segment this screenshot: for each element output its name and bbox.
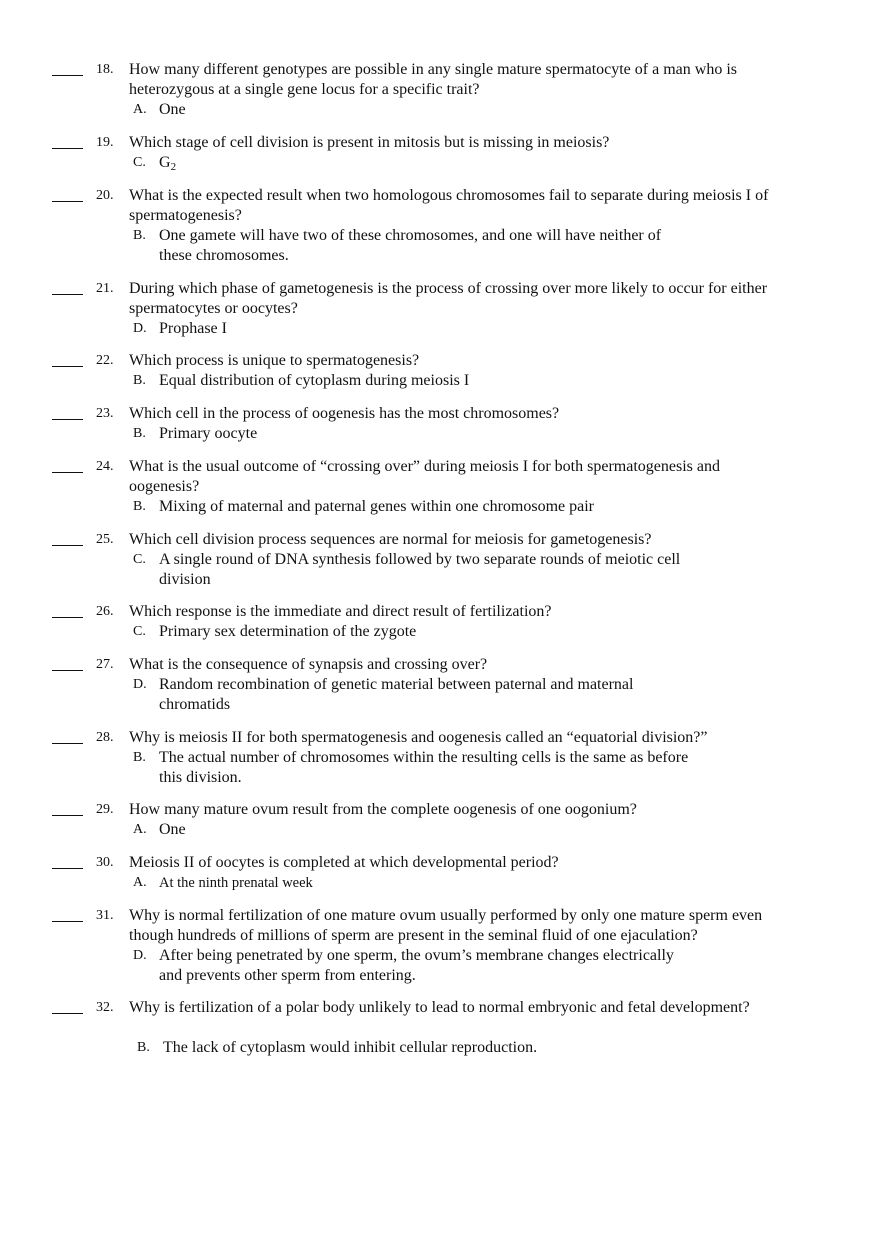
question-stem: During which phase of gametogenesis is the process of crossing over more likely to occur for either spermatocytes or oocytes? bbox=[129, 280, 768, 317]
answer-blank[interactable] bbox=[52, 868, 83, 869]
answer-text: Equal distribution of cytoplasm during meiosis I bbox=[159, 372, 470, 389]
answer-letter: D. bbox=[133, 677, 147, 692]
answer-letter: D. bbox=[133, 321, 147, 336]
answer-text: One bbox=[159, 101, 186, 118]
answer-letter: B. bbox=[133, 750, 146, 765]
question-stem: What is the expected result when two homologous chromosomes fail to separate during meiosis I of spermatogenesis? bbox=[129, 187, 769, 224]
question-number: 19. bbox=[96, 135, 114, 150]
answer-letter: A. bbox=[133, 875, 147, 890]
answer-text: One bbox=[159, 821, 186, 838]
question-stem: Which process is unique to spermatogenesis? bbox=[129, 352, 420, 369]
answer-text: Mixing of maternal and paternal genes within one chromosome pair bbox=[159, 498, 594, 515]
question-stem: What is the usual outcome of “crossing over” during meiosis I for both spermatogenesis and oogenesis? bbox=[129, 458, 720, 495]
answer-blank[interactable] bbox=[52, 617, 83, 618]
answer-letter: A. bbox=[133, 102, 147, 117]
answer-text: Primary sex determination of the zygote bbox=[159, 623, 417, 640]
answer-blank[interactable] bbox=[52, 921, 83, 922]
answer-text: Prophase I bbox=[159, 320, 227, 337]
answer-letter: C. bbox=[133, 155, 146, 170]
answer-blank[interactable] bbox=[52, 743, 83, 744]
answer-letter: B. bbox=[133, 426, 146, 441]
question-stem: Why is normal fertilization of one mature ovum usually performed by only one mature sperm even though hundreds of millions of sperm are present in the seminal fluid of one ejaculation? bbox=[129, 907, 763, 944]
answer-blank[interactable] bbox=[52, 815, 83, 816]
answer-text: After being penetrated by one sperm, the ovum’s membrane changes electrically and prevents other sperm from entering. bbox=[159, 947, 674, 984]
question-number: 18. bbox=[96, 62, 114, 77]
answer-letter: B. bbox=[133, 499, 146, 514]
answer-blank[interactable] bbox=[52, 545, 83, 546]
answer-letter: B. bbox=[137, 1040, 150, 1055]
answer-text bbox=[159, 153, 759, 173]
answer-text: Primary oocyte bbox=[159, 425, 258, 442]
answer-blank[interactable] bbox=[52, 294, 83, 295]
answer-text: The actual number of chromosomes within the resulting cells is the same as before this division. bbox=[159, 749, 689, 786]
question-stem: Why is meiosis II for both spermatogenesis and oogenesis called an “equatorial division?” bbox=[129, 729, 708, 746]
question-stem: Meiosis II of oocytes is completed at which developmental period? bbox=[129, 854, 559, 871]
answer-blank[interactable] bbox=[52, 419, 83, 420]
answer-letter: D. bbox=[133, 948, 147, 963]
question-number: 32. bbox=[96, 1000, 114, 1015]
answer-blank[interactable] bbox=[52, 670, 83, 671]
question-number: 22. bbox=[96, 353, 114, 368]
answer-blank[interactable] bbox=[52, 201, 83, 202]
question-stem: Which stage of cell division is present in mitosis but is missing in meiosis? bbox=[129, 134, 610, 151]
question-number: 26. bbox=[96, 604, 114, 619]
question-number: 28. bbox=[96, 730, 114, 745]
question-number: 25. bbox=[96, 532, 114, 547]
question-stem: Which cell division process sequences are normal for meiosis for gametogenesis? bbox=[129, 531, 652, 548]
answer-text: At the ninth prenatal week bbox=[159, 875, 313, 891]
question-number: 31. bbox=[96, 908, 114, 923]
question-stem: How many mature ovum result from the complete oogenesis of one oogonium? bbox=[129, 801, 637, 818]
answer-text-main: G bbox=[159, 154, 171, 171]
answer-text: The lack of cytoplasm would inhibit cellular reproduction. bbox=[163, 1039, 538, 1056]
answer-text: One gamete will have two of these chromosomes, and one will have neither of these chromosomes. bbox=[159, 227, 662, 264]
question-number: 21. bbox=[96, 281, 114, 296]
question-stem: Why is fertilization of a polar body unlikely to lead to normal embryonic and fetal development? bbox=[129, 999, 750, 1016]
question-number: 27. bbox=[96, 657, 114, 672]
answer-subscript: 2 bbox=[170, 161, 177, 173]
answer-blank[interactable] bbox=[52, 148, 83, 149]
answer-blank[interactable] bbox=[52, 472, 83, 473]
answer-letter: A. bbox=[133, 822, 147, 837]
answer-letter: C. bbox=[133, 624, 146, 639]
question-stem: Which response is the immediate and direct result of fertilization? bbox=[129, 603, 552, 620]
answer-text: Random recombination of genetic material between paternal and maternal chromatids bbox=[159, 676, 634, 713]
question-stem: How many different genotypes are possible in any single mature spermatocyte of a man who is heterozygous at a single gene locus for a specific trait? bbox=[129, 61, 737, 98]
question-stem: What is the consequence of synapsis and crossing over? bbox=[129, 656, 488, 673]
question-number: 20. bbox=[96, 188, 114, 203]
question-stem: Which cell in the process of oogenesis has the most chromosomes? bbox=[129, 405, 560, 422]
answer-blank[interactable] bbox=[52, 75, 83, 76]
answer-blank[interactable] bbox=[52, 366, 83, 367]
answer-letter: B. bbox=[133, 228, 146, 243]
question-number: 24. bbox=[96, 459, 114, 474]
question-number: 30. bbox=[96, 855, 114, 870]
question-number: 29. bbox=[96, 802, 114, 817]
answer-letter: B. bbox=[133, 373, 146, 388]
answer-text: A single round of DNA synthesis followed by two separate rounds of meiotic cell division bbox=[159, 551, 681, 588]
question-number: 23. bbox=[96, 406, 114, 421]
answer-letter: C. bbox=[133, 552, 146, 567]
answer-blank[interactable] bbox=[52, 1013, 83, 1014]
